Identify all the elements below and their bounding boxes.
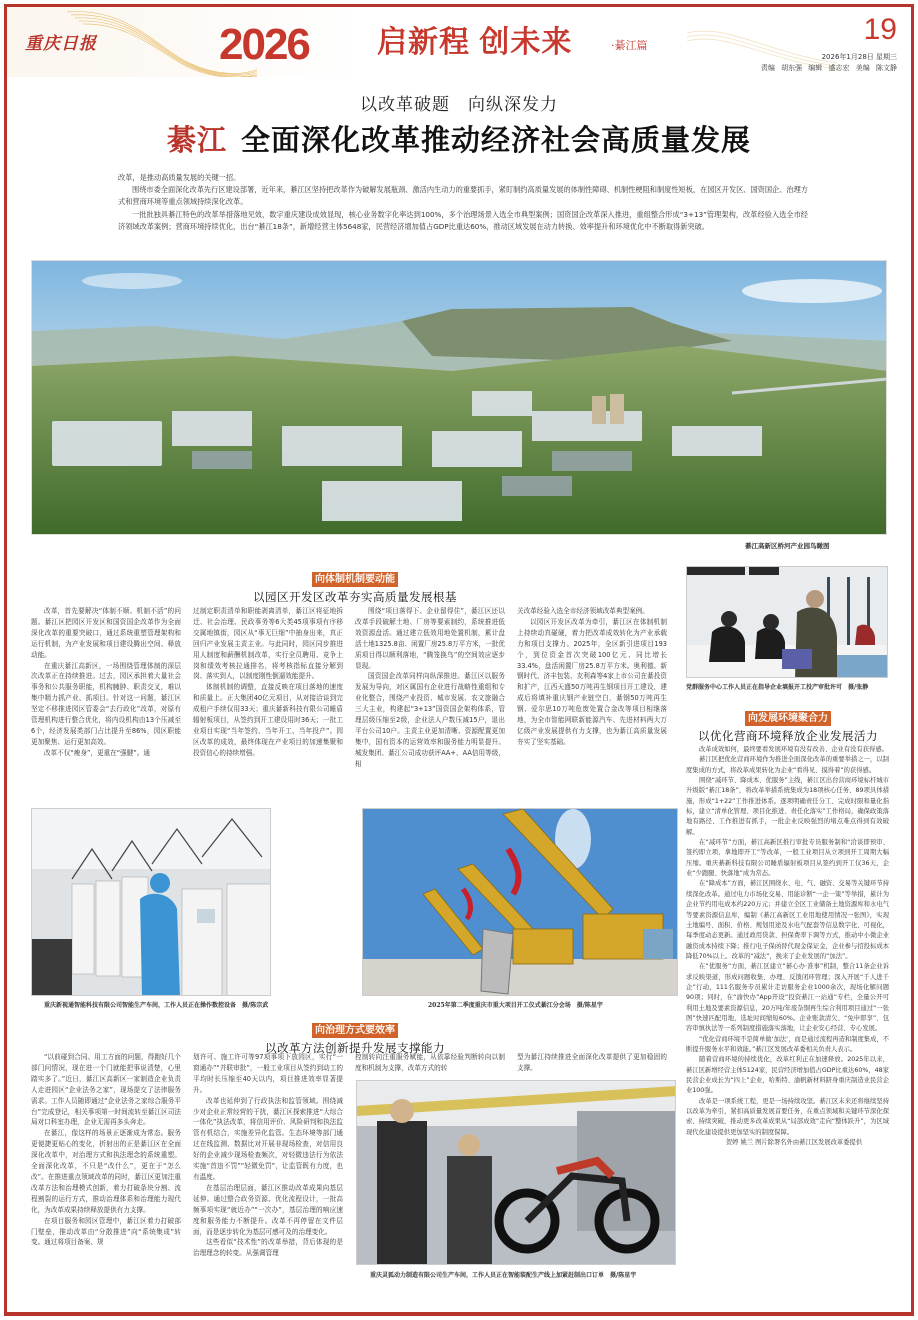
section-tag: 向体制机制要动能 bbox=[312, 572, 398, 587]
article-column bbox=[517, 606, 667, 748]
kicker: 以改革破题 向纵深发力 bbox=[360, 95, 558, 115]
paragraph: “优化营商环境不是简单做‘加法’，而是通过流程再造和制度集成，不断提升服务水平和效能。”綦江区发展改革委相关负责人表示。 bbox=[686, 1035, 889, 1053]
article-column bbox=[31, 606, 181, 759]
paragraph: 在重庆綦江高新区，一场围绕管理体制的深层次改革正在持续推进。过去，园区承担着大量社会事务和公共服务职能，机构臃肿、职责交叉，难以集中精力抓产业、抓项目。针对这一问题，綦江区坚定不移推进园区管委会“去行政化”改革，对原有管理机构进行整合优化，将内设机构由13个压减至6个，经济发展类部门占比提升至86%，园区职能更加聚焦、运行更加高效。 bbox=[31, 661, 181, 746]
paragraph: 改革是一项系统工程，更是一场持续攻坚。綦江区未来还将继续坚持以改革为牵引，紧扣高质量发展首要任务，在重点领域和关键环节深化探索、持续突破，推动更多改革成果从“局部成效”走向“整体跃升”，为区域现代化建设提供更加坚实的制度保障。 bbox=[686, 1097, 889, 1136]
factory-workshop-photo bbox=[31, 808, 271, 996]
paragraph: 在项目服务和园区管理中，綦江区着力打破部门壁垒，推动改革由“分散推进”向“系统集成”转变。通过将项目备案、规 bbox=[31, 1216, 181, 1247]
section-tag: 向治理方式要效率 bbox=[312, 1023, 398, 1038]
article-column bbox=[517, 1052, 667, 1074]
article-column bbox=[31, 1052, 181, 1248]
service-center-photo-caption: 党群服务中心工作人员正在指导企业填报开工投产审批许可 摄/张静 bbox=[686, 684, 869, 691]
paragraph: 过制定职责清单和职能剥离清单，綦江区将征地拆迁、社会治理、民政事务等6大类45项事项有序移交属地镇街，园区从“事无巨细”中抽身出来，真正回归产业发展主责主业。与此同时，园区同步推进用人制度和薪酬机制改革，实行全员聘用、竞争上岗和绩效考核拉通排名，将考核指标直接分解到岗、落实到人，以制度刚性倒逼效能提升。 bbox=[193, 607, 343, 681]
year-graphic: 2026 bbox=[219, 20, 309, 69]
editor-credits: 责编 胡东强 编辑 盛志宏 美编 陈文静 bbox=[760, 64, 897, 72]
hero-photo-caption: 綦江高新区桥河产业园鸟瞰图 bbox=[745, 542, 830, 550]
paragraph: 随着营商环境的持续优化，改革红利正在加速释放。2025年以来，綦江区新增经营主体5124家，民营经济增加值占GDP比重达60%，48家民营企业成长为“四上”企业，哈斯特、渝帆新材料跻身重庆制造业民营企业100强。 bbox=[686, 1056, 889, 1095]
section-subtitle: 以优化营商环境释放企业发展活力 bbox=[698, 729, 878, 743]
article-column bbox=[193, 1052, 343, 1259]
masthead bbox=[7, 7, 911, 77]
page-title bbox=[0, 118, 918, 159]
lead-paragraphs bbox=[118, 172, 808, 233]
paragraph: 体制机制的调整，直接反映在项目落地的速度和质量上。正大集团40亿元项目，从对接洽谈到完成租户手续仅用33天；重庆綦新科技有限公司睡盾辐射板项目，从签约到开工建设用时36天；一批工业项目实现“当年签约、当年开工、当年投产”。园区改革的成效，最终体现在产业项目的加速集聚和投资信心的持续增强。 bbox=[193, 683, 343, 757]
section-header-business-environment bbox=[686, 706, 890, 744]
excavator-ceremony-photo bbox=[362, 808, 678, 996]
article-column bbox=[355, 606, 505, 770]
paragraph: 型为綦江持续推进全面深化改革提供了更加稳固的支撑。 bbox=[517, 1053, 667, 1072]
hero-aerial-photo bbox=[31, 260, 887, 535]
paragraph: 在“减环节”方面，綦江高新区推行审批专员服务制和“洽谈即预审、签约即立项、拿地即开工”等改革，一般工业项目从立项到开工周期大幅压缩。重庆綦新科技有限公司睡盾辐射板项目从签约到开工仅36天，企业“少跑腿、快落地”成为常态。 bbox=[686, 839, 889, 878]
paragraph: 改革成效如何，最终要看发展环境有没有改善、企业有没有获得感。 bbox=[699, 746, 888, 753]
paragraph: 在基层治理层面，綦江区推动改革成果向基层延伸。通过整合政务资源、优化流程设计，一批高频事项实现“就近办”“一次办”，基层治理的响应速度和服务能力不断提升。改革不再停留在文件层面，而是逐步转化为基层可感可及的治理变化。 bbox=[193, 1183, 343, 1236]
paragraph: 这些看似“技术性”的改革举措，背后体现的是治理理念的转变。从强调管理 bbox=[193, 1238, 343, 1258]
paragraph: 改革，首先要解决“体制不顺、机制不活”的问题。綦江区把园区开发区和国资国企改革作为全面深化改革的重要突破口，通过系统重塑管理架构和运行机制，为产业发展和项目建设腾出空间、释放动能。 bbox=[31, 607, 181, 659]
excavator-photo-caption: 2025年第二季度重庆市重大项目开工仪式綦江分会场 摄/陈星宇 bbox=[428, 1002, 603, 1009]
paragraph: 划许可、施工许可等97项事项下放园区，实行“一窗通办”“并联审批”，一般工业项目从签约到动工的平均时长压缩至40天以内，项目推进效率显著提升。 bbox=[193, 1053, 343, 1094]
issue-date: 2026年1月28日 星期三 bbox=[821, 53, 897, 61]
paragraph: 綦江区把优化营商环境作为推进全面深化改革的重要举措之一，以制度集成的方式，将改革成果转化为企业“看得见、摸得着”的获得感。 bbox=[686, 756, 889, 774]
paragraph: “以前碰到合同、用工方面的问题，得跑好几个部门问情况，现在进一个门就能把事说清楚，心里踏实多了。”近日，綦江区高新区一家制造企业负责人走进园区“企业法务之家”，现场提交了法律服务需求。工作人员随即通过“企业法务之家综合服务平台”完成登记，相关事项第一时间流转至綦江区司法局对口科室办理，企业无需再多头奔走。 bbox=[31, 1053, 181, 1127]
paragraph: 改革不仅“瘦身”，更重在“强腱”。通 bbox=[44, 748, 150, 757]
page-number: 19 bbox=[863, 13, 897, 46]
edition-label: ·綦江篇 bbox=[611, 39, 648, 52]
lead-paragraph: 一批批独具綦江特色的改革举措落地见效，数字重庆建设成效显现，核心业务数字化率达到100%，多个治理场景入选全市典型案例；国资国企改革深入推进，重组整合形成“3+13”管理架构，改革经验入选全市经济领域改革案例；营商环境持续优化，出台“綦江18条”，新增经营主体5648家，民营经济增加值占GDP比重达60%，推动区域发展在动力转换、效率提升和环境优化中不断取得新突破。 bbox=[118, 209, 808, 231]
section-header-governance bbox=[30, 1018, 680, 1056]
paragraph: 在“优服务”方面，綦江区建立“綦心办·准事”机制，整合11条企业诉求反映渠道，形成问题收集、办理、反馈闭环管理；深入开展“千人进千企”行动，111名服务专员累计走访服务企业1000余次，现场化解问题90项；同时，在“渝快办”App开设“投资綦江一站通”专栏，全量公开可利用土地及要素资源信息，20万吨/年废杂铜再生综合利用项目通过“一张图”快速匹配用地，选址时间缩短60%。企业账款清欠、“免申即享”、包容审慎执法等一系列制度措施落实落地，让企业安心经营、专心发展。 bbox=[686, 963, 889, 1033]
paragraph: 在“降成本”方面，綦江区围绕水、电、气、融资、交易等关键环节持续深化改革。通过电力市场化交易、用能诊断“一企一策”等举措，累计为企业节约用电成本约220万元；并建立全区工业储备土地资源库和水电气等要素资源信息库，编制《綦江高新区工业用地使用情况一张图》，实现土地编号、面积、价格、规划用途及水电气配套等信息数字化、可视化，每季度动态更新。通过政用贷款、担保费率下调等方式，推动中小微企业融资成本持续下降；推行电子保函替代现金保证金，企业参与招投标成本降低70%以上。改革的“减法”，换来了企业发展的“加法”。 bbox=[686, 880, 889, 960]
article-column bbox=[193, 606, 343, 759]
lead-paragraph: 改革，是推动高质量发展的关键一招。 bbox=[118, 173, 241, 182]
motorcycle-photo-caption: 重庆灵狐动力制造有限公司生产车间，工作人员正在智能装配生产线上加紧赶制出口订单 摄/陈星宇 bbox=[370, 1272, 637, 1279]
section-subtitle: 以改革方法创新提升发展支撑能力 bbox=[265, 1041, 445, 1055]
lead-paragraph: 围绕市委全面深化改革先行区建设部署，近年来，綦江区坚持把改革作为破解发展瓶颈、激活内生动力的重要抓手，紧盯制约高质量发展的体制性障碍、机制性梗阻和制度性短板，在园区开发区、国资国企、治理方式和营商环境等重点领域持续深化改革。 bbox=[118, 185, 808, 207]
byline: 贺婷 姚兰 图片除署名外由綦江区发展改革委提供 bbox=[725, 1139, 863, 1147]
paragraph: 以园区开发区改革为牵引，綦江区在体制机制上持续动真碰硬，着力把改革成效转化为产业承载力和项目支撑力。2025年，全区新引进项目193个，到位资金首次突破100亿元、同比增长33.4%，盘活闲置厂房25.8万平方米。奥利德、新钢时代、济丰包装、友利森等4家上市公司在綦投资和扩产，江西天盛50万吨再生钢项目开工建设，建成后将填补重庆钢产业链空白，綦钢50万吨再生钢、爱尔思10万吨危废处置合金改等项目相继落地，为全市智能网联新能源汽车、先进材料两大万亿级产业发展提供有力支撑，也为綦江高质量发展夯实了坚实基础。 bbox=[517, 617, 667, 746]
paragraph: 围绕“项目落得下、企业留得住”，綦江区还以改革手段破解土地、厂房等要素制约，系统推进低效资源盘活。通过建立低效用地处置机制，累计盘活土地1325.8亩、闲置厂房25.8万平方米，一批优质项目得以顺利落地，“腾笼换鸟”的空间效应逐步显现。 bbox=[355, 607, 505, 670]
section-tag: 向发展环境聚合力 bbox=[745, 711, 831, 726]
paragraph: 围绕“减环节、降成本、优服务”主线，綦江区出台营商环境标杆城市升级版“綦江18条”，将改革举措系统集成为18项核心任务、89项具体措施，形成“1+22”工作推进体系。逐项明确责任分工、完成时限和量化指标，建立“清单化管理、项目化推进、责任化落实”工作格局，确保政策落地有路径、工作推进有抓手，一批企业反映强烈的堵点难点得到有效破解。 bbox=[686, 777, 889, 836]
paragraph: 国资国企改革同样向纵深推进。綦江区以服务发展为导向，对区属国有企业进行战略性重组和专业化整合，围绕产业投资、城市发展、农文旅融合三大主业，构建起“3+13”国资国企架构体系，管理层级压缩至2级，企业法人户数压减15户，退出平台公司10户。主责主业更加清晰、资源配置更加集中，国有资本的运营效率和服务能力明显提升。城发集团、綦江公司成功获评AA+、AA信用等级，相 bbox=[355, 672, 505, 768]
article-column bbox=[355, 1052, 505, 1074]
newspaper-logo: 重庆日报 bbox=[25, 34, 97, 54]
paragraph: 关改革经验入选全市经济领域改革典型案例。 bbox=[517, 607, 649, 615]
section-header-reform-mechanism bbox=[30, 567, 680, 605]
motorcycle-assembly-photo bbox=[356, 1080, 676, 1265]
factory-photo-caption: 重庆新视通智能科技有限公司智能生产车间，工作人员正在操作数控设备 摄/陈宗武 bbox=[44, 1002, 269, 1009]
slogan: 启新程 创未来 bbox=[377, 26, 573, 59]
service-center-photo bbox=[686, 566, 888, 678]
headline-location: 綦江 bbox=[166, 125, 227, 157]
paragraph: 改革也延伸到了行政执法和监管领域。围绕减少对企业正常经营的干扰，綦江区探索推进“大综合一体化”执法改革，将信用评价、风险研判和执法监管有机结合，实施差异化监管。生态环境等部门通过在线监测、数据比对开展非现场检查，对信用良好的企业减少现场检查频次，对轻微违法行为依法实施“首违不罚”“轻微免罚”，让监管既有力度，也有温度。 bbox=[193, 1096, 343, 1181]
paragraph: 在綦江，像这样的场景正逐渐成为常态。服务更便捷更贴心的变化，折射出的正是綦江区在全面深化改革中，对治理方式和执法理念的系统重塑。全面深化改革，不只是“改什么”，更在于“怎么改”。在推进重点领域改革的同时，綦江区更加注重改革方法和治理模式创新，着力打破条块分割、流程割裂的运行方式，推动治理体系和治理能力现代化，为改革成果持续释放提供有力支撑。 bbox=[31, 1129, 181, 1214]
section-subtitle: 以园区开发区改革夯实高质量发展根基 bbox=[253, 590, 457, 604]
paragraph: 控制转向注重服务赋能，从依靠经验判断转向以制度和机制为支撑，改革方式的转 bbox=[355, 1053, 505, 1072]
headline-main: 全面深化改革推动经济社会高质量发展 bbox=[241, 125, 752, 157]
article-column-right bbox=[686, 745, 889, 1148]
